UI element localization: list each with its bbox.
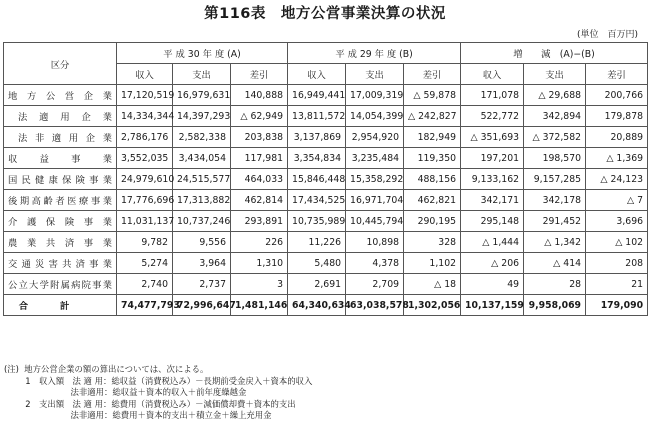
table-cell: 179,878: [586, 106, 648, 127]
table-cell: 2,954,920: [346, 127, 404, 148]
table-cell: △ 18: [404, 274, 461, 295]
row-label: 交通災害共済事業: [4, 253, 117, 274]
table-cell: 3,552,035: [117, 148, 173, 169]
table-cell: 10,445,794: [346, 211, 404, 232]
header-income: 収入: [288, 64, 346, 85]
table-cell: 290,195: [404, 211, 461, 232]
table-cell: 462,821: [404, 190, 461, 211]
table-cell: 2,786,176: [117, 127, 173, 148]
table-cell: 3,696: [586, 211, 648, 232]
table-cell: 182,949: [404, 127, 461, 148]
unit-label: (単位 百万円): [576, 30, 638, 40]
table-cell: 24,515,577: [173, 169, 231, 190]
footnote-line: (注) 地方公営企業の額の算出については、次による。: [4, 364, 209, 374]
table-row: [4, 232, 648, 253]
table-row: [4, 85, 648, 106]
table-row: [4, 274, 648, 295]
table-cell: 15,846,448: [288, 169, 346, 190]
table-cell: △ 1,444: [461, 232, 524, 253]
total-cell: 72,996,647: [173, 295, 231, 316]
table-cell: 2,740: [117, 274, 173, 295]
total-cell: 63,038,578: [346, 295, 404, 316]
table-cell: 488,156: [404, 169, 461, 190]
table-cell: 17,313,882: [173, 190, 231, 211]
table-cell: 3,354,834: [288, 148, 346, 169]
table-cell: 1,102: [404, 253, 461, 274]
table-cell: 14,397,293: [173, 106, 231, 127]
table-cell: 3,434,054: [173, 148, 231, 169]
table-cell: 464,033: [231, 169, 288, 190]
table-cell: 5,274: [117, 253, 173, 274]
table-cell: 1,310: [231, 253, 288, 274]
table-cell: 200,766: [586, 85, 648, 106]
header-income: 収入: [117, 64, 173, 85]
row-label: 地方公営企業: [4, 85, 117, 106]
table-cell: 140,888: [231, 85, 288, 106]
row-label: 介護保険事業: [4, 211, 117, 232]
header-balance: 差引: [586, 64, 648, 85]
table-row: [4, 106, 648, 127]
footnotes: [4, 364, 312, 422]
header-expense: 支出: [524, 64, 586, 85]
header-income: 収入: [461, 64, 524, 85]
table-cell: 522,772: [461, 106, 524, 127]
row-label: 収益事業: [4, 148, 117, 169]
table-cell: 49: [461, 274, 524, 295]
row-label: 国民健康保険事業: [4, 169, 117, 190]
total-label: 合計: [4, 295, 117, 316]
table-cell: △ 62,949: [231, 106, 288, 127]
table-cell: 17,120,519: [117, 85, 173, 106]
table-cell: △ 102: [586, 232, 648, 253]
total-cell: 1,481,146: [231, 295, 288, 316]
table-cell: 4,378: [346, 253, 404, 274]
table-cell: △ 59,878: [404, 85, 461, 106]
table-cell: 11,226: [288, 232, 346, 253]
table-cell: 462,814: [231, 190, 288, 211]
table-cell: 3,964: [173, 253, 231, 274]
table-cell: 16,979,631: [173, 85, 231, 106]
table-cell: 342,178: [524, 190, 586, 211]
footnote-line: 2 支出額 法 適 用：総費用（消費税込み）－減価償却費＋資本的支出: [4, 398, 296, 409]
table-cell: 3: [231, 274, 288, 295]
table-cell: △ 351,693: [461, 127, 524, 148]
header-category: 区分: [4, 43, 117, 85]
table-cell: 14,334,344: [117, 106, 173, 127]
row-label: 後期高齢者医療事業: [4, 190, 117, 211]
table-cell: 10,737,246: [173, 211, 231, 232]
table-cell: 2,691: [288, 274, 346, 295]
table-cell: 208: [586, 253, 648, 274]
table-cell: △ 1,342: [524, 232, 586, 253]
table-cell: 14,054,399: [346, 106, 404, 127]
table-cell: 342,171: [461, 190, 524, 211]
table-cell: 117,981: [231, 148, 288, 169]
table-cell: 2,582,338: [173, 127, 231, 148]
table-cell: 9,782: [117, 232, 173, 253]
table-cell: 15,358,292: [346, 169, 404, 190]
table-cell: 119,350: [404, 148, 461, 169]
table-cell: 9,157,285: [524, 169, 586, 190]
table-cell: 17,434,525: [288, 190, 346, 211]
header-expense: 支出: [346, 64, 404, 85]
table-row: [4, 169, 648, 190]
table-cell: △ 206: [461, 253, 524, 274]
table-cell: 3,235,484: [346, 148, 404, 169]
table-cell: 9,556: [173, 232, 231, 253]
footnote-line: 法非適用：総収益＋資本的収入＋前年度繰越金: [4, 387, 247, 398]
table-cell: △ 1,369: [586, 148, 648, 169]
table-cell: 11,031,137: [117, 211, 173, 232]
table-cell: △ 24,123: [586, 169, 648, 190]
total-cell: 10,137,159: [461, 295, 524, 316]
table-cell: 291,452: [524, 211, 586, 232]
total-cell: 64,340,634: [288, 295, 346, 316]
table-cell: 10,898: [346, 232, 404, 253]
total-row: [4, 295, 648, 316]
table-cell: 295,148: [461, 211, 524, 232]
table-cell: △ 372,582: [524, 127, 586, 148]
header-balance: 差引: [231, 64, 288, 85]
table-cell: 197,201: [461, 148, 524, 169]
header-expense: 支出: [173, 64, 231, 85]
table-cell: 20,889: [586, 127, 648, 148]
table-row: [4, 127, 648, 148]
table-cell: 171,078: [461, 85, 524, 106]
table-row: [4, 211, 648, 232]
total-cell: 9,958,069: [524, 295, 586, 316]
settlement-table: [3, 42, 648, 316]
header-change: 増 減 (A)−(B): [461, 43, 648, 64]
table-cell: 21: [586, 274, 648, 295]
row-label: 公立大学附属病院事業: [4, 274, 117, 295]
table-cell: 28: [524, 274, 586, 295]
table-cell: 293,891: [231, 211, 288, 232]
table-cell: △ 29,688: [524, 85, 586, 106]
table-title: 第116表 地方公営事業決算の状況: [204, 6, 446, 22]
table-cell: 9,133,162: [461, 169, 524, 190]
table-cell: △ 414: [524, 253, 586, 274]
table-cell: 17,009,319: [346, 85, 404, 106]
table-cell: 226: [231, 232, 288, 253]
table-cell: 16,971,704: [346, 190, 404, 211]
table-cell: △ 7: [586, 190, 648, 211]
table-cell: 203,838: [231, 127, 288, 148]
table-cell: 2,709: [346, 274, 404, 295]
footnote-line: 法非適用：総費用＋資本的支出＋積立金＋繰上充用金: [4, 410, 272, 421]
table-cell: 342,894: [524, 106, 586, 127]
table-cell: 198,570: [524, 148, 586, 169]
table-cell: △ 242,827: [404, 106, 461, 127]
total-cell: 1,302,056: [404, 295, 461, 316]
table-cell: 328: [404, 232, 461, 253]
header-fy30: 平 成 30 年 度 (A): [117, 43, 288, 64]
table-cell: 13,811,572: [288, 106, 346, 127]
row-label: 法非適用企業: [4, 127, 117, 148]
table-cell: 24,979,610: [117, 169, 173, 190]
row-label: 法適用企業: [4, 106, 117, 127]
table-row: [4, 148, 648, 169]
footnote-line: 1 収入額 法 適 用：総収益（消費税込み）－長期前受金戻入＋資本的収入: [4, 375, 313, 386]
table-cell: 2,737: [173, 274, 231, 295]
header-balance: 差引: [404, 64, 461, 85]
row-label: 農業共済事業: [4, 232, 117, 253]
table-row: [4, 253, 648, 274]
table-cell: 16,949,441: [288, 85, 346, 106]
table-cell: 3,137,869: [288, 127, 346, 148]
total-cell: 74,477,793: [117, 295, 173, 316]
table-cell: 17,776,696: [117, 190, 173, 211]
total-cell: 179,090: [586, 295, 648, 316]
header-fy29: 平 成 29 年 度 (B): [288, 43, 461, 64]
table-cell: 10,735,989: [288, 211, 346, 232]
table-row: [4, 190, 648, 211]
table-cell: 5,480: [288, 253, 346, 274]
